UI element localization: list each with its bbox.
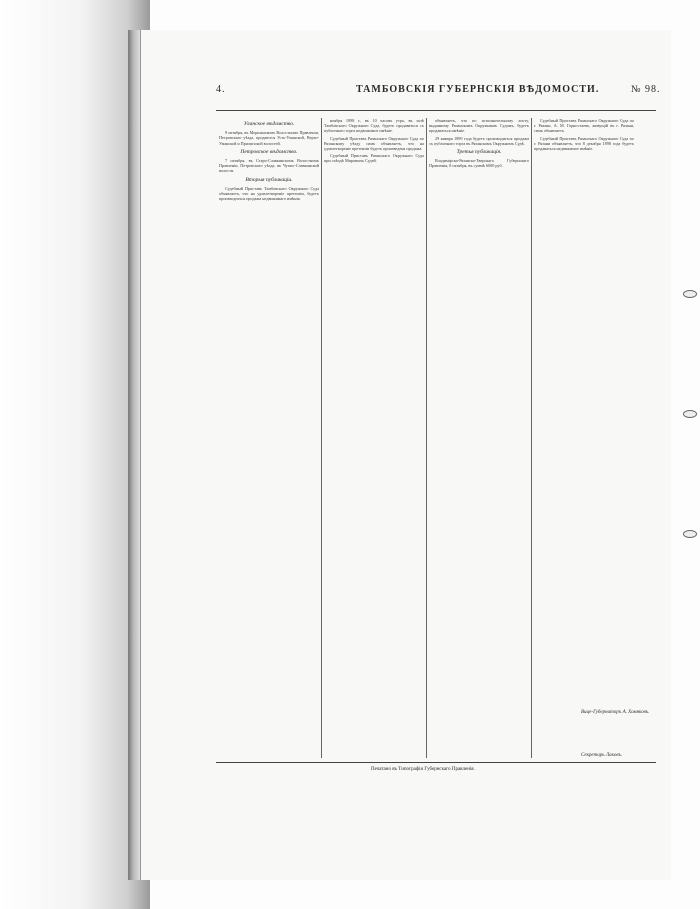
section-heading: Вторыя публикаціи. — [245, 176, 293, 183]
column-2 — [324, 118, 424, 748]
column-1 — [219, 118, 319, 748]
paragraph: 29 января 1899 года будетъ производиться продажа съ публичнаго торга въ Рязанскомъ Окружномъ Судѣ. — [429, 135, 529, 146]
column-divider — [531, 118, 532, 758]
column-3 — [429, 118, 529, 748]
paragraph: Судебный Приставъ Тамбовскаго Окружнаго Суда объявляетъ, что на удовлетвореніе претензіи, будетъ производиться продажа недвижимаго имѣнія. — [219, 185, 319, 202]
footer-rule — [216, 762, 656, 763]
paragraph: 7 октября, въ Старо-Славкинскомъ Волостномъ Правленіи, Петровскаго уѣзда, въ Чуппо-Славкинской волости. — [219, 158, 319, 174]
paragraph: объявляетъ, что по исполнительному листу, выданному Рязанскимъ Окружнымъ Судомъ, будетъ продаваться имѣніе. — [429, 118, 529, 134]
page-header — [141, 80, 671, 98]
paragraph: Судебный Приставъ Рязанскаго Окружнаго Суда при съѣздѣ Мировыхъ Судей. — [324, 153, 424, 164]
binding-ring — [683, 410, 697, 418]
secretary-signature: Секретарь Лаковъ. — [581, 753, 623, 758]
section-heading: Третья публикація. — [456, 149, 502, 156]
paragraph: Владимірско-Рязанско-Тверскаго Губернскаго Правленія, 8 октября, въ суммѣ 6000 руб. — [429, 158, 529, 169]
paragraph: ноября 1898 г., въ 10 часовъ утра, въ залѣ Тамбовскаго Окружнаго Суда, будетъ продаваться съ публичнаго торга недвижимое имѣніе. — [324, 118, 424, 134]
binding-ring — [683, 290, 697, 298]
section-heading: Уланское вѣдомство. — [243, 121, 295, 127]
section-heading: Петровское вѣдомство. — [240, 148, 298, 155]
issue-number: № 98. — [631, 84, 661, 95]
governor-signature: Вице-Губернаторъ А. Хомяковъ. — [581, 710, 650, 715]
page-title: ТАМБОВСКІЯ ГУБЕРНСКІЯ ВѢДОМОСТИ. — [356, 84, 600, 95]
printer-imprint: Печатано въ Типографіи Губернскаго Правленія. — [371, 767, 475, 772]
paragraph: Судебный Приставъ Рязанскаго Окружнаго Суда по Рязанскому уѣзду симъ объявляетъ, что на удовлетвореніе претензіи будетъ произведена продажа. — [324, 135, 424, 152]
binding-ring — [683, 530, 697, 538]
column-4 — [534, 118, 634, 748]
paragraph: 9 октября, въ Моршанскомъ Волостномъ Правленіи, Петровскаго уѣзда, продаются Усть-Уманской, Верхо-Уманской и Прилипской волостей. — [219, 130, 319, 146]
paragraph: Судебный Приставъ Рязанскаго Окружнаго Суда по г. Рязани, А. М. Горностаевъ, живущій въ г. Рязани, симъ объявляетъ. — [534, 118, 634, 134]
column-divider — [426, 118, 427, 758]
newspaper-page — [140, 30, 671, 880]
paragraph: Судебный Приставъ Рязанскаго Окружнаго Суда по г. Рязани объявляетъ, что 8 декабря 1898 года будетъ продаваться недвижимое имѣніе. — [534, 135, 634, 152]
header-rule — [216, 110, 656, 111]
column-divider — [321, 118, 322, 758]
page-number: 4. — [216, 84, 226, 95]
